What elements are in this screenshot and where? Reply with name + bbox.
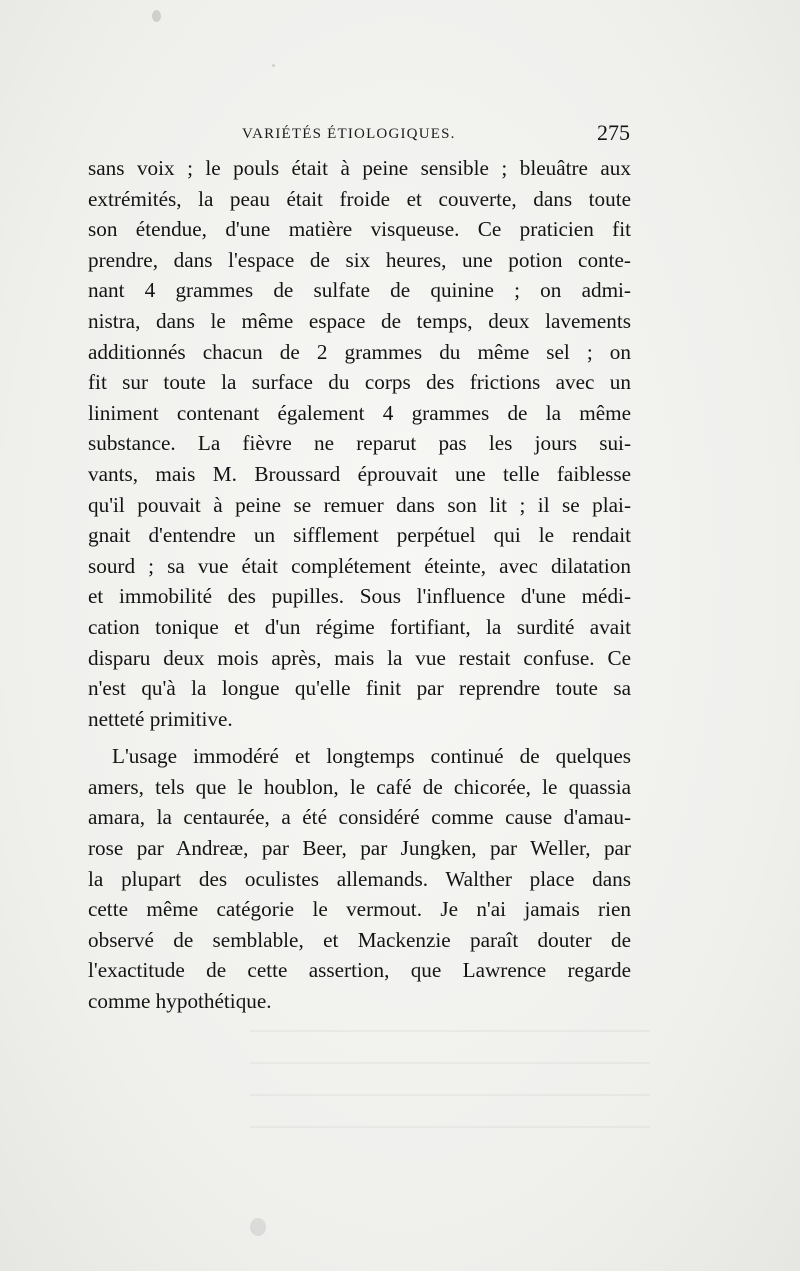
paragraph-1	[88, 153, 631, 734]
show-through-shadow	[250, 1030, 650, 1032]
paper-speck	[272, 64, 275, 67]
text-line: son étendue, d'une matière visqueuse. Ce praticien fit	[88, 217, 631, 242]
text-line: liniment contenant également 4 grammes de la même	[88, 400, 631, 425]
text-line: cette même catégorie le vermout. Je n'ai jamais rien	[88, 897, 631, 922]
body-text	[88, 153, 631, 1017]
text-line: vants, mais M. Broussard éprouvait une telle faiblesse	[88, 461, 631, 486]
text-line: prendre, dans l'espace de six heures, une potion conte-	[88, 247, 631, 272]
text-line: fit sur toute la surface du corps des frictions avec un	[88, 370, 631, 395]
show-through-shadow	[250, 1126, 650, 1128]
running-head	[88, 120, 630, 154]
paper-speck	[250, 1218, 266, 1236]
text-line: comme hypothétique.	[88, 989, 272, 1014]
text-line: observé de semblable, et Mackenzie paraît douter de	[88, 927, 631, 952]
text-line: extrémités, la peau était froide et couverte, dans toute	[88, 186, 631, 211]
text-line: L'usage immodéré et longtemps continué de quelques	[112, 744, 631, 769]
text-line: netteté primitive.	[88, 706, 233, 731]
paragraph-2	[88, 741, 631, 1016]
text-line: amara, la centaurée, a été considéré comme cause d'amau-	[88, 805, 631, 830]
text-line: et immobilité des pupilles. Sous l'influence d'une médi-	[88, 584, 631, 609]
text-line: sourd ; sa vue était complétement éteinte, avec dilatation	[88, 553, 631, 578]
text-line: cation tonique et d'un régime fortifiant, la surdité avait	[88, 614, 631, 639]
paragraph-gap	[88, 734, 631, 741]
paper-speck	[152, 10, 161, 22]
text-line: la plupart des oculistes allemands. Walther place dans	[88, 866, 631, 891]
show-through-shadow	[250, 1062, 650, 1064]
text-line: gnait d'entendre un sifflement perpétuel qui le rendait	[88, 523, 631, 548]
text-line: substance. La fièvre ne reparut pas les jours sui-	[88, 431, 631, 456]
text-line: nant 4 grammes de sulfate de quinine ; on admi-	[88, 278, 631, 303]
text-line: sans voix ; le pouls était à peine sensible ; bleuâtre aux	[88, 156, 631, 180]
show-through-shadow	[250, 1094, 650, 1096]
text-line: qu'il pouvait à peine se remuer dans son lit ; il se plai-	[88, 492, 631, 517]
text-line: rose par Andreæ, par Beer, par Jungken, par Weller, par	[88, 836, 631, 861]
running-title: VARIÉTÉS ÉTIOLOGIQUES.	[242, 126, 456, 142]
text-line: nistra, dans le même espace de temps, deux lavements	[88, 308, 631, 333]
text-line: amers, tels que le houblon, le café de chicorée, le quassia	[88, 774, 631, 799]
text-line: disparu deux mois après, mais la vue restait confuse. Ce	[88, 645, 631, 670]
text-line: additionnés chacun de 2 grammes du même sel ; on	[88, 339, 631, 364]
text-line: n'est qu'à la longue qu'elle finit par reprendre toute sa	[88, 676, 631, 701]
text-line: l'exactitude de cette assertion, que Lawrence regarde	[88, 958, 631, 983]
page-number: 275	[597, 120, 630, 145]
